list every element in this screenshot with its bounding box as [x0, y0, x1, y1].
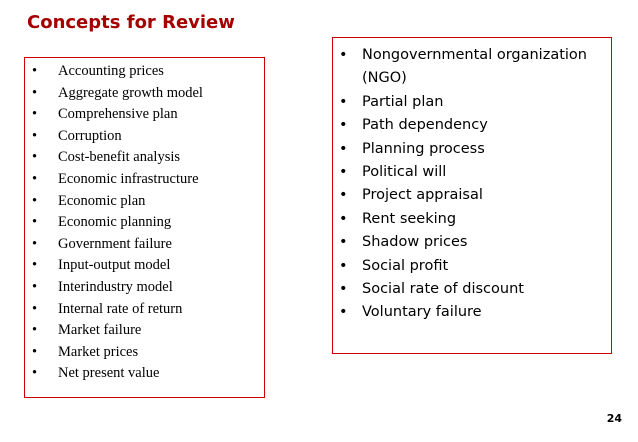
list-item	[32, 169, 262, 191]
list-item	[32, 320, 262, 342]
list-item-label: Aggregate growth model	[58, 84, 203, 101]
bullet-icon: •	[32, 343, 38, 360]
list-item-label: Net present value	[58, 365, 160, 382]
bullet-icon: •	[339, 210, 348, 227]
list-item-label: Economic infrastructure	[58, 170, 199, 187]
bullet-icon: •	[32, 278, 38, 295]
list-item	[339, 114, 611, 137]
list-item-label: Social profit	[362, 257, 449, 274]
list-item	[32, 234, 262, 256]
bullet-icon: •	[339, 47, 348, 63]
list-item-label: Social rate of discount	[362, 281, 524, 298]
bullet-icon: •	[32, 235, 38, 252]
list-item-label: Comprehensive plan	[58, 106, 178, 123]
list-item-label: Corruption	[58, 127, 122, 144]
bullet-icon: •	[339, 187, 348, 204]
list-item	[32, 299, 262, 321]
list-item-label: Economic planning	[58, 214, 172, 231]
right-concepts-list	[339, 44, 611, 325]
list-item-label: Accounting prices	[58, 63, 164, 79]
list-item-label: Voluntary failure	[362, 304, 482, 321]
list-item-label: Economic plan	[58, 192, 146, 209]
list-item	[32, 191, 262, 213]
list-item	[32, 147, 262, 169]
list-item-label: Rent seeking	[362, 210, 457, 227]
list-item-label: Input-output model	[58, 257, 171, 274]
bullet-icon: •	[32, 365, 38, 382]
list-item	[339, 255, 611, 278]
bullet-icon: •	[32, 149, 38, 166]
list-item	[32, 363, 262, 385]
list-item	[339, 161, 611, 184]
bullet-icon: •	[339, 117, 348, 134]
list-item	[339, 231, 611, 254]
list-item-label: Shadow prices	[362, 234, 468, 251]
list-item	[339, 91, 611, 114]
bullet-icon: •	[32, 322, 38, 339]
list-item	[32, 104, 262, 126]
bullet-icon: •	[32, 106, 38, 123]
list-item-label: Path dependency	[362, 117, 488, 134]
list-item	[339, 138, 611, 161]
list-item-label: Planning process	[362, 140, 485, 157]
list-item	[339, 208, 611, 231]
bullet-icon: •	[32, 300, 38, 317]
list-item	[32, 342, 262, 364]
list-item-label: Partial plan	[362, 93, 444, 110]
bullet-icon: •	[339, 140, 348, 157]
list-item	[339, 184, 611, 207]
list-item-label: Market prices	[58, 343, 139, 360]
bullet-icon: •	[32, 214, 38, 231]
list-item	[32, 126, 262, 148]
list-item	[32, 255, 262, 277]
list-item-label: Interindustry model	[58, 278, 173, 295]
bullet-icon: •	[339, 257, 348, 274]
list-item-label: Project appraisal	[362, 187, 483, 204]
bullet-icon: •	[32, 63, 38, 79]
bullet-icon: •	[339, 93, 348, 110]
bullet-icon: •	[32, 170, 38, 187]
list-item-label: Nongovernmental organization (NGO)	[362, 47, 587, 87]
bullet-icon: •	[32, 84, 38, 101]
list-item-label: Cost-benefit analysis	[58, 149, 181, 166]
left-concepts-list	[32, 61, 262, 385]
bullet-icon: •	[339, 281, 348, 298]
list-item-label: Government failure	[58, 235, 172, 252]
list-item	[32, 277, 262, 299]
bullet-icon: •	[339, 234, 348, 251]
list-item-label: Political will	[362, 164, 447, 181]
list-item-label: Market failure	[58, 322, 142, 339]
list-item-label: Internal rate of return	[58, 300, 183, 317]
list-item	[32, 212, 262, 234]
slide-title: Concepts for Review	[27, 12, 235, 33]
bullet-icon: •	[32, 127, 38, 144]
bullet-icon: •	[32, 192, 38, 209]
page-number: 24	[606, 412, 622, 425]
bullet-icon: •	[32, 257, 38, 274]
bullet-icon: •	[339, 304, 348, 321]
list-item	[339, 301, 611, 324]
bullet-icon: •	[339, 164, 348, 181]
list-item	[339, 44, 611, 91]
list-item	[32, 61, 262, 83]
list-item	[32, 83, 262, 105]
list-item	[339, 278, 611, 301]
